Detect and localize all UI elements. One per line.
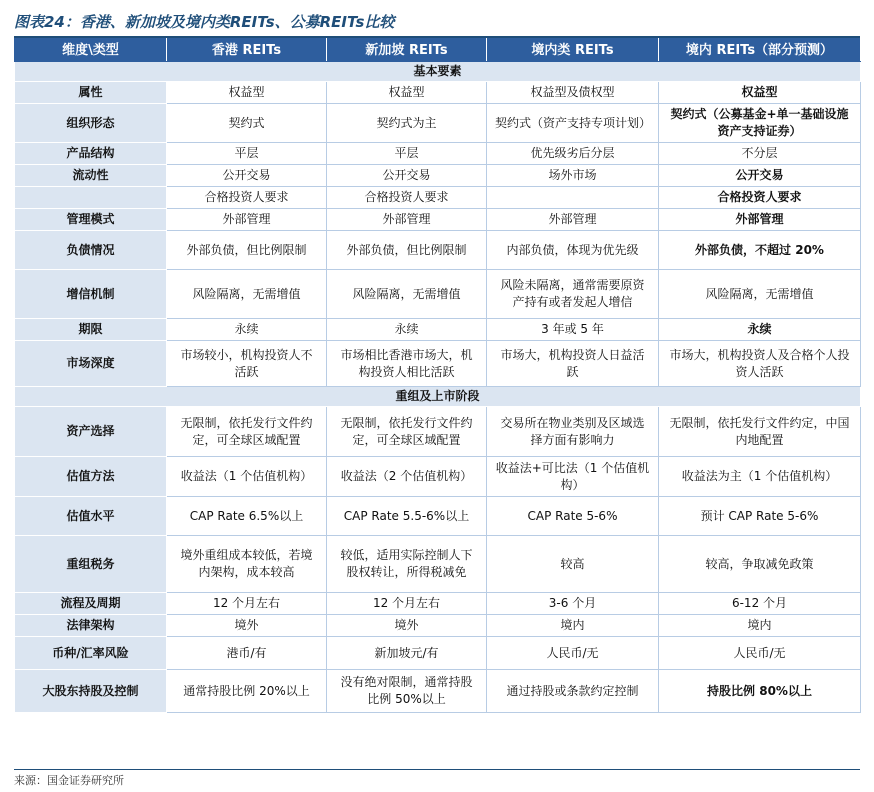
table-cell: 合格投资人要求	[659, 187, 861, 209]
table-cell: 较高，争取减免政策	[659, 536, 861, 593]
table-cell: 较高	[487, 536, 659, 593]
row-label: 大股东持股及控制	[15, 670, 167, 713]
table-cell: 人民币/无	[659, 637, 861, 670]
table-cell: 公开交易	[659, 165, 861, 187]
table-cell: 风险隔离，无需增值	[659, 270, 861, 319]
row-label: 负债情况	[15, 231, 167, 270]
source-note: 来源：国金证券研究所	[14, 774, 124, 787]
row-label: 期限	[15, 319, 167, 341]
table-cell: 境内	[487, 615, 659, 637]
table-row	[15, 457, 861, 497]
table-cell: 6-12 个月	[659, 593, 861, 615]
section-title: 重组及上市阶段	[15, 387, 861, 407]
header-row	[15, 39, 861, 62]
row-label: 管理模式	[15, 209, 167, 231]
table-cell: 不分层	[659, 143, 861, 165]
table-cell: 12 个月左右	[327, 593, 487, 615]
header-sg-reits: 新加坡 REITs	[327, 39, 487, 62]
figure-title: 图表24：香港、新加坡及境内类REITs、公募REITs比较	[14, 13, 395, 31]
header-domestic-reits: 境内 REITs（部分预测）	[659, 39, 861, 62]
table-cell: 无限制，依托发行文件约定，可全球区域配置	[327, 407, 487, 457]
table-cell: 权益型及债权型	[487, 82, 659, 104]
row-label: 增信机制	[15, 270, 167, 319]
table-cell: 3-6 个月	[487, 593, 659, 615]
comparison-table	[14, 38, 861, 713]
table-cell: 市场大，机构投资人及合格个人投资人活跃	[659, 341, 861, 387]
table-cell: 交易所在物业类别及区域选择方面有影响力	[487, 407, 659, 457]
table-cell: 合格投资人要求	[167, 187, 327, 209]
table-cell: 外部管理	[167, 209, 327, 231]
row-label: 流程及周期	[15, 593, 167, 615]
table-cell: 较低，适用实际控制人下股权转让，所得税减免	[327, 536, 487, 593]
table-row	[15, 615, 861, 637]
table-row	[15, 165, 861, 187]
table-cell: 外部负债，但比例限制	[167, 231, 327, 270]
row-label: 资产选择	[15, 407, 167, 457]
table-cell: 预计 CAP Rate 5-6%	[659, 497, 861, 536]
table-row	[15, 407, 861, 457]
table-cell: 平层	[167, 143, 327, 165]
table-cell: 境外	[167, 615, 327, 637]
row-label: 币种/汇率风险	[15, 637, 167, 670]
table-cell: 没有绝对限制，通常持股比例 50%以上	[327, 670, 487, 713]
bottom-rule	[14, 769, 860, 770]
table-row	[15, 187, 861, 209]
table-cell: 境外	[327, 615, 487, 637]
table-cell: 场外市场	[487, 165, 659, 187]
table-cell: 内部负债，体现为优先级	[487, 231, 659, 270]
row-label: 流动性	[15, 165, 167, 187]
table-cell: 外部管理	[327, 209, 487, 231]
table-cell: 外部管理	[487, 209, 659, 231]
row-label: 组织形态	[15, 104, 167, 143]
table-cell: 收益法+可比法（1 个估值机构）	[487, 457, 659, 497]
table-cell: 优先级劣后分层	[487, 143, 659, 165]
table-row	[15, 82, 861, 104]
table-row	[15, 637, 861, 670]
table-cell: 市场较小，机构投资人不活跃	[167, 341, 327, 387]
table-cell: 永续	[659, 319, 861, 341]
table-cell: 3 年或 5 年	[487, 319, 659, 341]
table-cell: 风险隔离，无需增值	[167, 270, 327, 319]
table-cell: 境内	[659, 615, 861, 637]
row-label: 属性	[15, 82, 167, 104]
table-cell: 权益型	[327, 82, 487, 104]
table-cell: CAP Rate 6.5%以上	[167, 497, 327, 536]
table-cell: 无限制，依托发行文件约定，中国内地配置	[659, 407, 861, 457]
row-label: 重组税务	[15, 536, 167, 593]
table-cell: 无限制，依托发行文件约定，可全球区域配置	[167, 407, 327, 457]
comparison-table-wrap	[14, 38, 860, 713]
table-cell: 港币/有	[167, 637, 327, 670]
table-cell: CAP Rate 5.5-6%以上	[327, 497, 487, 536]
table-cell: 外部负债，不超过 20%	[659, 231, 861, 270]
table-row	[15, 593, 861, 615]
table-cell: 人民币/无	[487, 637, 659, 670]
table-cell: 契约式	[167, 104, 327, 143]
header-hk-reits: 香港 REITs	[167, 39, 327, 62]
table-row	[15, 104, 861, 143]
table-cell: 新加坡元/有	[327, 637, 487, 670]
table-cell: 12 个月左右	[167, 593, 327, 615]
row-label	[15, 187, 167, 209]
table-cell: 收益法（2 个估值机构）	[327, 457, 487, 497]
table-cell: 收益法（1 个估值机构）	[167, 457, 327, 497]
section-title: 基本要素	[15, 62, 861, 82]
table-row	[15, 270, 861, 319]
table-cell: CAP Rate 5-6%	[487, 497, 659, 536]
row-label: 市场深度	[15, 341, 167, 387]
table-cell: 外部负债，但比例限制	[327, 231, 487, 270]
table-cell: 契约式为主	[327, 104, 487, 143]
table-cell: 风险未隔离，通常需要原资产持有或者发起人增信	[487, 270, 659, 319]
table-cell: 永续	[167, 319, 327, 341]
table-cell: 权益型	[167, 82, 327, 104]
row-label: 估值方法	[15, 457, 167, 497]
table-cell: 公开交易	[327, 165, 487, 187]
row-label: 估值水平	[15, 497, 167, 536]
table-row	[15, 670, 861, 713]
table-cell: 权益型	[659, 82, 861, 104]
row-label: 法律架构	[15, 615, 167, 637]
table-cell: 通过持股或条款约定控制	[487, 670, 659, 713]
table-cell: 境外重组成本较低，若境内架构，成本较高	[167, 536, 327, 593]
table-row	[15, 536, 861, 593]
table-cell: 平层	[327, 143, 487, 165]
table-cell: 契约式（资产支持专项计划）	[487, 104, 659, 143]
section-band	[15, 387, 861, 407]
table-cell	[487, 187, 659, 209]
table-row	[15, 341, 861, 387]
table-cell: 市场相比香港市场大，机构投资人相比活跃	[327, 341, 487, 387]
table-cell: 永续	[327, 319, 487, 341]
table-cell: 公开交易	[167, 165, 327, 187]
table-cell: 持股比例 80%以上	[659, 670, 861, 713]
table-cell: 市场大，机构投资人日益活跃	[487, 341, 659, 387]
row-label: 产品结构	[15, 143, 167, 165]
section-band	[15, 62, 861, 82]
table-row	[15, 143, 861, 165]
table-row	[15, 231, 861, 270]
table-row	[15, 497, 861, 536]
table-cell: 风险隔离，无需增值	[327, 270, 487, 319]
table-cell: 通常持股比例 20%以上	[167, 670, 327, 713]
table-row	[15, 209, 861, 231]
table-cell: 外部管理	[659, 209, 861, 231]
table-cell: 契约式（公募基金+单一基础设施资产支持证券）	[659, 104, 861, 143]
table-cell: 收益法为主（1 个估值机构）	[659, 457, 861, 497]
header-dimension: 维度\类型	[15, 39, 167, 62]
table-row	[15, 319, 861, 341]
header-domestic-quasi-reits: 境内类 REITs	[487, 39, 659, 62]
table-body	[15, 62, 861, 713]
table-cell: 合格投资人要求	[327, 187, 487, 209]
